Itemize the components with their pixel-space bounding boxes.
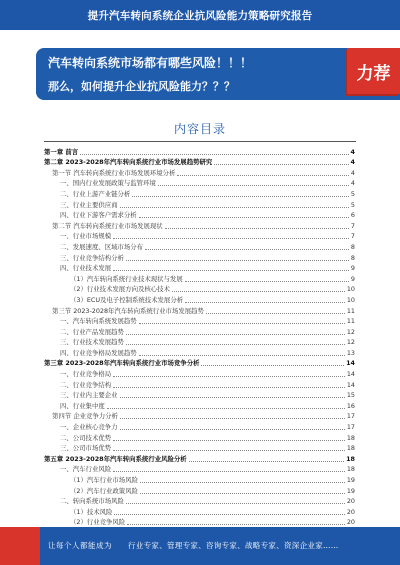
toc-leader-dots [140, 493, 345, 494]
toc-page-number: 11 [346, 306, 355, 315]
toc-entry[interactable] [44, 442, 355, 453]
brand-logo-text: 力荐 [356, 63, 391, 84]
banner-subheadline: 那么，如何提升企业抗风险能力？？？ [48, 80, 235, 93]
toc-leader-dots [107, 408, 345, 409]
toc-entry-text: 四、行业技术发展 [60, 264, 112, 273]
toc-leader-dots [113, 238, 349, 239]
toc-page-number: 6 [350, 211, 355, 220]
toc-leader-dots [177, 175, 348, 176]
toc-entry[interactable] [44, 346, 355, 357]
toc-entry[interactable] [44, 431, 355, 442]
toc-entry-text: 二、发展速度、区域市场分布 [60, 242, 144, 251]
toc-entry[interactable] [44, 251, 355, 262]
toc-leader-dots [114, 514, 344, 515]
toc-entry-text: 三、行业主要供应商 [60, 200, 118, 209]
toc-entry[interactable] [44, 410, 355, 421]
toc-entry-text: 第四节 企业竞争力分析 [52, 412, 118, 421]
toc-entry-text: 一、行业竞争格局 [60, 370, 112, 379]
toc-page-number: 17 [346, 423, 355, 432]
toc-page-number: 12 [346, 338, 355, 347]
toc-entry-text: 一、国内行业发展政策与监管环境 [60, 179, 156, 188]
toc-leader-dots [120, 207, 349, 208]
toc-entry-text: 第五章 2023-2028年汽车转向系统行业风险分析 [44, 454, 187, 463]
toc-entry-text: （2）汽车行业政策风险 [70, 486, 138, 495]
toc-entry-text: （2）行业技术发展方向及核心技术 [70, 285, 170, 294]
toc-entry-text: 二、行业上游产业链分析 [60, 189, 131, 198]
headline-banner [36, 48, 400, 100]
footer-slogan: 让每个人都能成为 [48, 541, 112, 550]
toc-entry-text: （1）汽车转向系统行业技术现状与发展 [70, 274, 183, 283]
toc-page-number: 15 [346, 391, 355, 400]
toc-leader-dots [165, 228, 349, 229]
toc-page-number: 4 [350, 179, 355, 188]
toc-leader-dots [126, 334, 345, 335]
toc-leader-dots [132, 196, 349, 197]
toc-entry-text: 三、行业技术发展趋势 [60, 338, 124, 347]
toc-page-number: 7 [350, 221, 355, 230]
toc-entry-text: 一、行业市场规模 [60, 232, 112, 241]
toc-entry-text: 三、行业内主要企业 [60, 391, 118, 400]
toc-leader-dots [158, 185, 349, 186]
toc-entry[interactable] [44, 293, 355, 304]
toc-entry[interactable] [44, 516, 355, 527]
report-header [0, 0, 400, 30]
toc-leader-dots [126, 260, 349, 261]
toc-entry[interactable] [44, 484, 355, 495]
toc-page-number: 18 [346, 454, 355, 463]
toc-entry-text: 三、公司市场优势 [60, 444, 112, 453]
toc-page-number: 5 [350, 189, 355, 198]
toc-page-number: 11 [346, 317, 355, 326]
toc-entry[interactable] [44, 145, 355, 156]
toc-leader-dots [113, 387, 345, 388]
toc-entry[interactable] [44, 177, 355, 188]
toc-page-number: 20 [346, 497, 355, 506]
brand-logo [347, 48, 400, 94]
toc-page-number: 18 [346, 433, 355, 442]
toc-entry-text: 一、汽车转向系统发展趋势 [60, 317, 137, 326]
toc-entry[interactable] [44, 399, 355, 410]
toc-page-number: 10 [346, 295, 355, 304]
toc-entry-text: 第二章 2023-2028年汽车转向系统行业市场发展趋势研究 [44, 158, 213, 167]
toc-leader-dots [206, 313, 345, 314]
toc-leader-dots [139, 355, 345, 356]
toc-entry[interactable] [44, 505, 355, 516]
toc-entry[interactable] [44, 156, 355, 167]
toc-entry[interactable] [44, 336, 355, 347]
title-divider [44, 141, 356, 142]
footer-bar [0, 527, 400, 565]
toc-page-number: 13 [346, 348, 355, 357]
toc-leader-dots [126, 503, 345, 504]
report-header-title: 提升汽车转向系统企业抗风险能力策略研究报告 [87, 9, 313, 22]
toc-leader-dots [189, 461, 344, 462]
toc-page-number: 16 [346, 401, 355, 410]
toc-entry-text: 四、行业集中度 [60, 401, 105, 410]
toc-entry[interactable] [44, 367, 355, 378]
toc-leader-dots [127, 524, 345, 525]
toc-entry[interactable] [44, 240, 355, 251]
toc-page-number: 9 [350, 264, 355, 273]
toc-leader-dots [172, 291, 345, 292]
toc-entry[interactable] [44, 283, 355, 294]
toc-leader-dots [113, 471, 345, 472]
toc-page-number: 18 [346, 444, 355, 453]
toc-title: 内容目录 [173, 122, 226, 136]
toc-entry-text: 四、行业下游客户需求分析 [60, 211, 137, 220]
toc-page-number: 5 [350, 200, 355, 209]
toc-entry[interactable] [44, 209, 355, 220]
toc-leader-dots [214, 164, 348, 165]
toc-entry[interactable] [44, 495, 355, 506]
toc-page-number: 20 [346, 507, 355, 516]
toc-entry-text: 二、公司技术优势 [60, 433, 112, 442]
toc-entry-text: 第一章 前言 [44, 147, 79, 156]
toc-page-number: 14 [346, 380, 355, 389]
toc-leader-dots [113, 450, 345, 451]
footer-roles: 行业专家、管理专家、咨询专家、战略专家、资深企业家…… [128, 541, 339, 550]
toc-page-number: 8 [350, 253, 355, 262]
toc-entry[interactable] [44, 304, 355, 315]
toc-entry-text: 二、行业产品发展趋势 [60, 327, 124, 336]
toc-entry-text: （1）技术风险 [70, 507, 113, 516]
toc-entry[interactable] [44, 272, 355, 283]
toc-leader-dots [201, 365, 344, 366]
toc-page-number: 19 [346, 486, 355, 495]
toc-entry-text: 二、转向系统市场风险 [60, 497, 124, 506]
toc-entry-text: 第二节 汽车转向系统行业市场发展现状 [52, 221, 163, 230]
toc-page-number: 14 [346, 359, 355, 368]
toc-page-number: 12 [346, 327, 355, 336]
toc-entry[interactable] [44, 420, 355, 431]
footer-accent [0, 527, 40, 565]
toc-page-number: 4 [350, 168, 355, 177]
toc-leader-dots [126, 344, 345, 345]
toc-entry[interactable] [44, 198, 355, 209]
toc-leader-dots [185, 302, 345, 303]
toc-leader-dots [145, 249, 349, 250]
toc-entry[interactable] [44, 262, 355, 273]
toc-page-number: 19 [346, 476, 355, 484]
toc-entry-text: 一、汽车行业风险 [60, 465, 112, 474]
toc-leader-dots [113, 270, 349, 271]
toc-leader-dots [120, 418, 345, 419]
toc-leader-dots [139, 217, 349, 218]
toc-leader-dots [120, 429, 345, 430]
toc-entry-text: 二、行业竞争结构 [60, 380, 112, 389]
toc-page-number: 4 [350, 158, 355, 167]
toc-entry[interactable] [44, 166, 355, 177]
toc-entry[interactable] [44, 357, 355, 368]
toc-leader-dots [113, 376, 345, 377]
toc-entry[interactable] [44, 219, 355, 230]
toc-entry[interactable] [44, 389, 355, 400]
toc-entry-text: 第三章 2023-2028年汽车转向系统行业市场竞争分析 [44, 359, 200, 368]
toc-entry-text: 三、行业竞争结构分析 [60, 253, 124, 262]
toc-entry-text: 一、企业核心竞争力 [60, 423, 118, 432]
toc-entry[interactable] [44, 325, 355, 336]
toc-entry-text: （1）汽车行业市场风险 [70, 476, 138, 484]
toc-entry-text: 第三节 2023-2028年汽车转向系统行业市场发展趋势 [52, 306, 204, 315]
toc-entry-text: （2）行业竞争风险 [70, 518, 126, 527]
toc-entry[interactable] [44, 230, 355, 241]
toc-entry-text: 四、行业竞争格局发展趋势 [60, 348, 137, 357]
toc-entry[interactable] [44, 378, 355, 389]
toc-leader-dots [139, 323, 345, 324]
toc-leader-dots [113, 440, 345, 441]
toc-page-number: 17 [346, 412, 355, 421]
banner-headline: 汽车转向系统市场都有哪些风险！！！ [48, 56, 253, 70]
toc-page-number: 8 [350, 242, 355, 251]
toc-page-number: 7 [350, 232, 355, 241]
toc-page-number: 18 [346, 465, 355, 474]
toc-entry-text: 第一节 汽车转向系统行业市场发展环境分析 [52, 168, 176, 177]
toc-page-number: 4 [350, 147, 355, 156]
toc-page-number: 10 [346, 285, 355, 294]
toc-entry-text: （3）ECU及电子控制系统技术发展分析 [70, 295, 184, 304]
toc-entry[interactable] [44, 315, 355, 326]
toc-entry[interactable] [44, 473, 355, 484]
toc-leader-dots [120, 397, 345, 398]
toc-entry[interactable] [44, 187, 355, 198]
toc-page-number: 9 [350, 274, 355, 283]
toc-leader-dots [140, 482, 345, 483]
toc-page-number: 20 [346, 518, 355, 527]
toc-page-number: 14 [346, 370, 355, 379]
toc-leader-dots [185, 281, 349, 282]
toc-entry[interactable] [44, 463, 355, 474]
toc-leader-dots [80, 154, 348, 155]
toc-entry[interactable] [44, 452, 355, 463]
table-of-contents [44, 145, 355, 548]
